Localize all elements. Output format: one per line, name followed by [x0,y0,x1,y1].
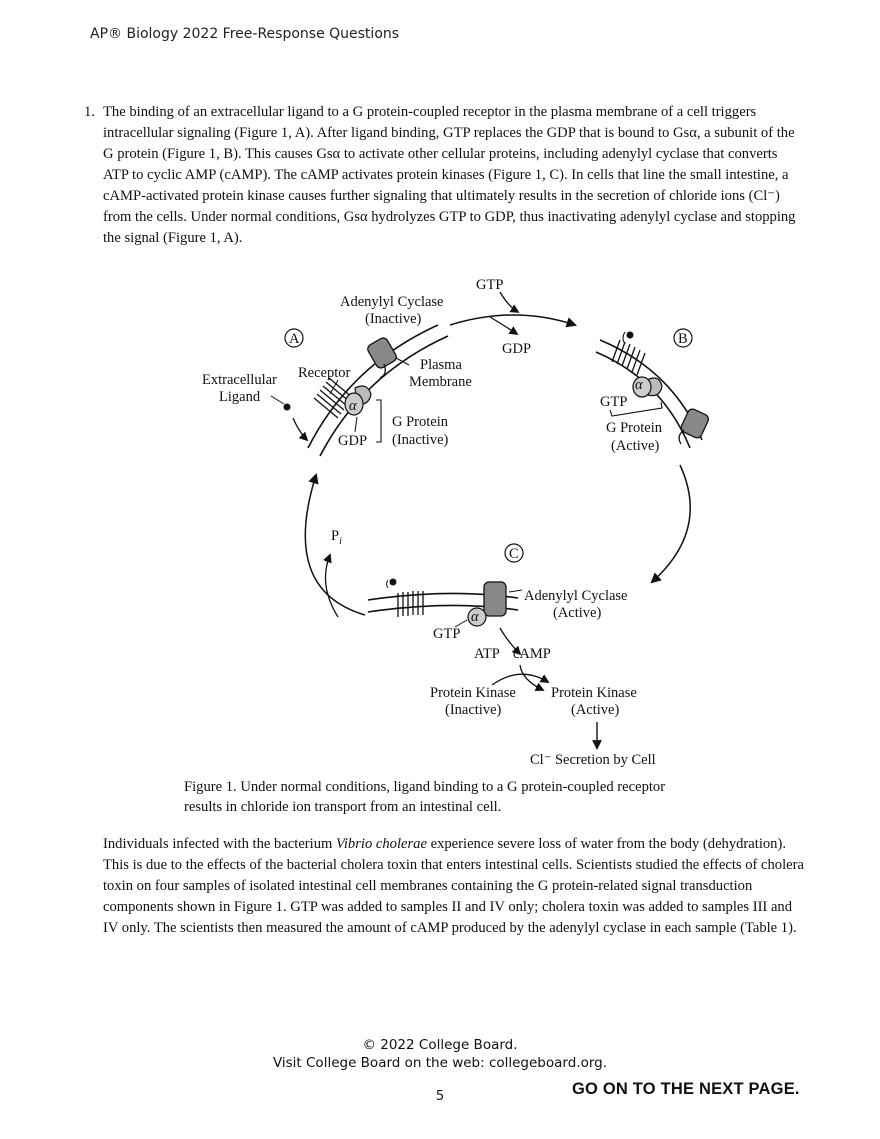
gtp-b-label: GTP [600,394,628,410]
gtp-c-label: GTP [433,626,461,642]
pi-out-arrow [326,555,339,617]
gdp-a-leader [355,417,357,432]
ligand-dot [284,404,291,411]
page-number: 5 [435,1089,445,1104]
panel-c [368,579,522,655]
g-protein-b-state: (Active) [611,438,660,454]
figure-caption: Figure 1. Under normal conditions, ligand binding to a G protein-coupled receptor results in chloride ion transport from an intestinal cell. [184,779,666,815]
protein-kinase-active-label: Protein Kinase [551,685,637,701]
gtp-top-label: GTP [476,277,504,293]
gdp-a-label: GDP [338,433,368,449]
arrow-a-to-b [450,315,575,325]
alpha-label-c: α [471,609,479,625]
panel-b-label: B [678,331,688,347]
receptor-label: Receptor [298,365,351,381]
g-protein-a-bracket [376,400,381,442]
ligand-arrow [293,418,307,440]
question-text: The binding of an extracellular ligand to a G protein-coupled receptor in the plasma membrane of a cell triggers intracellular signaling (Figure 1, A). After ligand binding, GTP replaces the GDP that is bound to Gsα, a subunit of the G protein (Figure 1, B). This causes Gsα to activate other cellular proteins, including adenylyl cyclase that converts ATP to cyclic AMP (cAMP). The cAMP activates protein kinases (Figure 1, C). In cells that line the small intestine, a cAMP-activated protein kinase causes further signaling that ultimately results in the secretion of chloride ions (Cl⁻) from the cells. Under normal conditions, Gsα hydrolyzes GTP to GDP, thus inactivating adenylyl cyclase and stopping the signal (Figure 1, A). [103,104,796,246]
ligand-bound-c-tail [387,580,389,588]
arrow-b-to-c [652,465,690,582]
adenylyl-cyclase-a-label: Adenylyl Cyclase [340,294,444,310]
g-protein-a-state: (Inactive) [392,432,449,448]
paragraph-2-part-1: Individuals infected with the bacterium [103,836,337,852]
ligand-leader [271,396,284,404]
paragraph-2-part-2: experience severe loss of water from the body (dehydration). This is due to the effects of the bacterial cholera toxin that enters intestinal cells. Scientists studied the effects of cholera toxin on four samples of isolated intestinal cell membranes containing the G protein-related signal transduction components shown in Figure 1. GTP was added to samples II and IV only; cholera toxin was added to samples III and IV only. The scientists then measured the amount of cAMP produced by the adenylyl cyclase in each sample (Table 1). [103,836,804,936]
extracellular-label: Extracellular [202,372,277,388]
pi-label: $P_i$ [331,528,342,547]
ligand-bound-c [390,579,397,586]
alpha-label-b: α [635,377,643,393]
paragraph-2 [103,834,805,939]
cl-secretion-label: Cl⁻ Secretion by Cell [530,752,656,768]
go-on-notice: GO ON TO THE NEXT PAGE. [572,1080,800,1098]
copyright-line: © 2022 College Board. [362,1037,518,1053]
question-1 [84,102,800,249]
ligand-bound-b [627,332,634,339]
kinase-activation-arrow [492,674,548,685]
gdp-top-label: GDP [502,341,532,357]
question-number: 1. [84,104,95,120]
camp-label: cAMP [513,646,551,662]
membrane-label: Membrane [409,374,472,390]
ligand-label: Ligand [219,389,261,405]
figure-1-diagram [0,270,880,775]
plasma-label: Plasma [420,357,462,373]
website-line: Visit College Board on the web: collegeboard.org. [272,1055,608,1071]
panel-a-label: A [289,331,300,347]
protein-kinase-inactive-state: (Inactive) [445,702,502,718]
panel-c-label: C [509,546,519,562]
adenylyl-cyclase-c-shape [484,582,506,616]
adenylyl-cyclase-a-shape [366,336,398,370]
arrow-c-to-a [305,475,365,615]
gdp-out-arrow [490,317,517,334]
gtp-in-arrow [500,292,518,312]
alpha-label-a: α [349,398,357,414]
adenylyl-cyclase-c-state: (Active) [553,605,602,621]
page-header: AP® Biology 2022 Free-Response Questions [90,26,400,42]
g-protein-b-label: G Protein [606,420,662,436]
adenylyl-cyclase-a-state: (Inactive) [365,311,422,327]
atp-label: ATP [474,646,500,662]
g-protein-a-label: G Protein [392,414,448,430]
protein-kinase-inactive-label: Protein Kinase [430,685,516,701]
adenylyl-cyclase-c-label: Adenylyl Cyclase [524,588,628,604]
adenylyl-cyclase-c-leader [509,590,522,592]
footer [0,1036,880,1072]
protein-kinase-active-state: (Active) [571,702,620,718]
species-name: Vibrio cholerae [336,836,427,852]
